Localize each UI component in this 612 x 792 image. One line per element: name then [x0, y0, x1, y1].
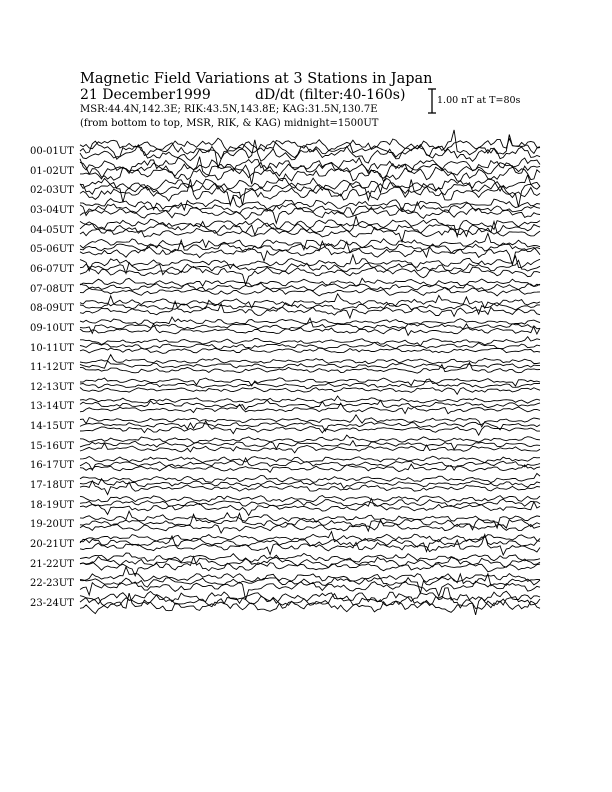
station-trace-rik — [80, 557, 540, 568]
station-trace-msr — [80, 227, 540, 242]
station-trace-msr — [80, 387, 540, 394]
hour-label: 07-08UT — [30, 283, 74, 295]
hour-label: 08-09UT — [30, 303, 74, 315]
station-trace-kag — [80, 197, 540, 211]
station-trace-kag — [80, 278, 540, 286]
station-trace-msr — [80, 324, 540, 336]
date-label: 21 December1999 — [80, 87, 211, 103]
station-trace-rik — [80, 296, 540, 314]
hour-label: 01-02UT — [30, 165, 74, 177]
hour-label: 15-16UT — [30, 440, 74, 452]
hour-label: 22-23UT — [30, 578, 74, 590]
hour-label: 12-13UT — [30, 381, 74, 393]
station-trace-rik — [80, 182, 540, 207]
station-trace-rik — [80, 513, 540, 531]
station-trace-kag — [80, 435, 540, 443]
filter-label: dD/dt (filter:40-160s) — [255, 87, 406, 103]
station-trace-rik — [80, 157, 540, 185]
hour-label: 04-05UT — [30, 224, 74, 236]
station-trace-msr — [80, 443, 540, 453]
station-trace-kag — [80, 473, 540, 482]
hour-label: 14-15UT — [30, 421, 74, 433]
scale-bar-label: 1.00 nT at T=80s — [437, 95, 521, 106]
station-trace-rik — [80, 594, 540, 615]
hour-label: 09-10UT — [30, 322, 74, 334]
hour-label: 23-24UT — [30, 597, 74, 609]
station-trace-kag — [80, 355, 540, 364]
hour-label: 21-22UT — [30, 558, 74, 570]
hour-label: 10-11UT — [30, 342, 74, 354]
hour-label: 17-18UT — [30, 480, 74, 492]
hour-label: 19-20UT — [30, 519, 74, 531]
station-trace-kag — [80, 294, 540, 308]
hour-label: 00-01UT — [30, 146, 74, 157]
station-trace-msr — [80, 287, 540, 296]
station-trace-kag — [80, 553, 540, 562]
hour-label: 18-19UT — [30, 499, 74, 511]
hour-label: 02-03UT — [30, 185, 74, 197]
station-order-note: (from bottom to top, MSR, RIK, & KAG) midnight=1500UT — [80, 118, 379, 129]
station-trace-msr — [80, 481, 540, 495]
hour-label: 16-17UT — [30, 460, 74, 472]
station-trace-kag — [80, 378, 540, 386]
station-trace-kag — [80, 456, 540, 463]
station-trace-kag — [80, 337, 540, 346]
station-coordinates: MSR:44.4N,142.3E; RIK:43.5N,143.8E; KAG:31.5N,130.7E — [80, 104, 378, 115]
chart-title: Magnetic Field Variations at 3 Stations in Japan — [80, 71, 433, 87]
station-trace-kag — [80, 396, 540, 403]
hour-label: 13-14UT — [30, 401, 74, 413]
station-trace-kag — [80, 415, 540, 427]
hour-label: 11-12UT — [30, 362, 74, 374]
hour-label: 06-07UT — [30, 263, 74, 275]
station-trace-msr — [80, 464, 540, 472]
station-trace-msr — [80, 363, 540, 374]
hour-label: 03-04UT — [30, 204, 74, 216]
station-trace-rik — [80, 240, 540, 257]
station-trace-msr — [80, 557, 540, 576]
station-trace-rik — [80, 574, 540, 593]
station-trace-msr — [80, 403, 540, 414]
hour-label: 05-06UT — [30, 244, 74, 256]
hour-label: 20-21UT — [30, 539, 74, 550]
